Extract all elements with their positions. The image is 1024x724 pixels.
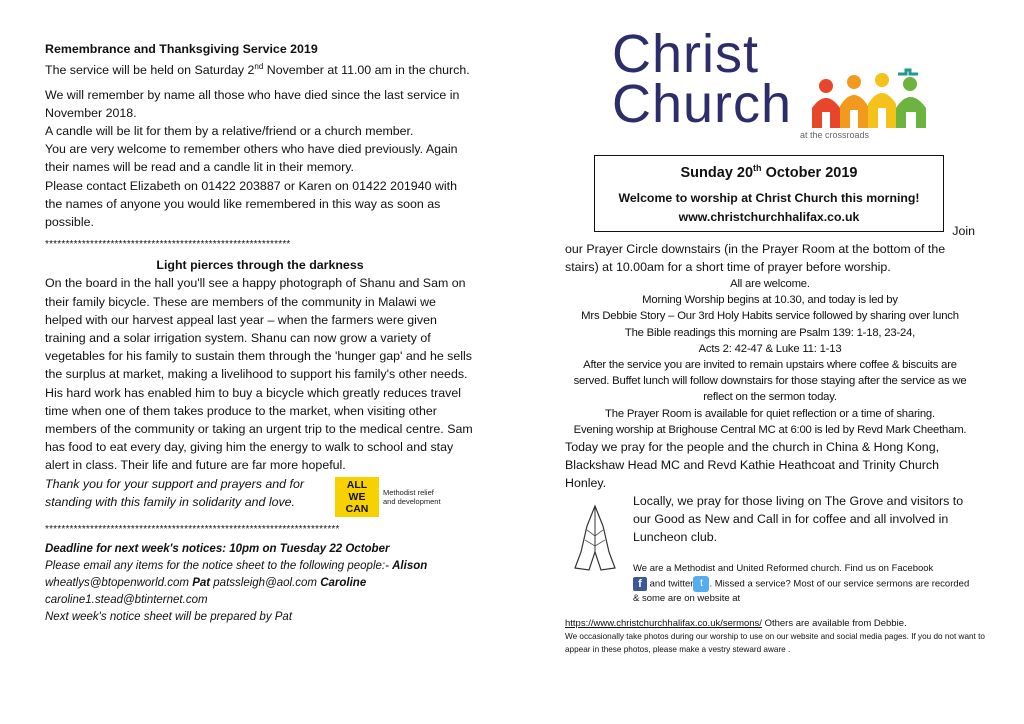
all-we-can-logo bbox=[335, 477, 443, 517]
remembrance-p4: You are very welcome to remember others who have died previously. Again their names will be read and a candle lit in their memory. bbox=[45, 142, 458, 175]
after-service: After the service you are invited to remain upstairs where coffee & biscuits are served. Buffet lunch will follow downstairs for those staying after the service as we reflect on the sermon today. bbox=[573, 359, 967, 404]
missed-service-text: . Missed a service? Most of our service sermons are recorded & some are on website at bbox=[633, 578, 970, 605]
sermons-rest: Others are available from Debbie. bbox=[761, 618, 907, 630]
awc-line3: CAN bbox=[345, 502, 369, 515]
photos-notice: We occasionally take photos during our worship to use on our website and social media pages. If you do not want to appear in these photos, please make a vestry steward aware . bbox=[565, 632, 985, 655]
deadline-next: Next week's notice sheet will be prepared by Pat bbox=[45, 611, 293, 623]
praying-hands-icon bbox=[565, 496, 625, 576]
remembrance-p2: We will remember by name all those who have died since the last service in November 2018. bbox=[45, 87, 460, 120]
join-word: Join bbox=[952, 224, 975, 238]
today-pray: Today we pray for the people and the church in China & Hong Kong, Blackshaw Head MC and Revd Kathie Heathcoat and Trinity Church Honley. bbox=[565, 440, 940, 491]
remembrance-p3: A candle will be lit for them by a relative/friend or a church member. bbox=[45, 123, 414, 138]
locally-text: Locally, we pray for those living on The Grove and visitors to our Good as New and Call in for coffee and all involved in Luncheon club. bbox=[633, 494, 964, 545]
prayer-row bbox=[565, 492, 985, 655]
sermons-info bbox=[565, 617, 985, 656]
divider-stars-2: ************************************************************************ bbox=[45, 524, 340, 535]
logo-christ: Christ bbox=[612, 24, 760, 84]
service-header-box bbox=[594, 155, 944, 232]
led-by: Mrs Debbie Story – Our 3rd Holy Habits service followed by sharing over lunch bbox=[581, 310, 959, 323]
thanks-row bbox=[45, 475, 475, 515]
and-twitter-text: and twitter bbox=[647, 578, 694, 590]
morning-worship: Morning Worship begins at 10.30, and today is led by bbox=[642, 294, 898, 307]
service-date-sup: th bbox=[753, 163, 762, 173]
thanks-text: Thank you for your support and prayers and for standing with this family in solidarity and love. bbox=[45, 476, 304, 509]
remembrance-date-b: November at 11.00 am in the church. bbox=[263, 63, 470, 78]
deadline-email-caroline[interactable]: caroline1.stead@btinternet.com bbox=[45, 594, 208, 606]
remembrance-date-sup: nd bbox=[254, 62, 264, 72]
remembrance-date bbox=[45, 58, 475, 79]
readings-1: The Bible readings this morning are Psalm 139: 1-18, 23-24, bbox=[624, 326, 916, 339]
logo-church: Church bbox=[612, 74, 793, 134]
deadline-email-pat[interactable]: patssleigh@aol.com bbox=[210, 577, 321, 589]
deadline-name-pat: Pat bbox=[192, 577, 211, 589]
website-link[interactable]: www.christchurchhalifax.co.uk bbox=[678, 209, 860, 224]
logo-tagline: at the crossroads bbox=[800, 130, 870, 140]
service-date-a: Sunday 20 bbox=[680, 164, 754, 181]
service-date bbox=[595, 163, 943, 181]
all-welcome: All are welcome. bbox=[730, 278, 810, 290]
remembrance-title: Remembrance and Thanksgiving Service 2019 bbox=[45, 42, 318, 56]
all-we-can-badge bbox=[335, 477, 379, 517]
awc-label: Methodist relief and development bbox=[383, 487, 441, 506]
deadline-title: Deadline for next week's notices: 10pm on Tuesday 22 October bbox=[45, 543, 390, 555]
we-are-text: We are a Methodist and United Reformed church. Find us on Facebook bbox=[633, 563, 934, 575]
twitter-icon[interactable]: t bbox=[693, 576, 709, 592]
awc-line1: ALL bbox=[346, 478, 368, 491]
remembrance-p5: Please contact Elizabeth on 01422 203887 or Karen on 01422 201940 with the names of anyone you would like remembered in this way as soon as possible. bbox=[45, 178, 457, 229]
prayer-room: The Prayer Room is available for quiet reflection or a time of sharing. bbox=[605, 407, 935, 420]
deadline-name-caroline: Caroline bbox=[320, 577, 367, 589]
remembrance-date-a: The service will be held on Saturday 2 bbox=[45, 63, 255, 78]
welcome-line: Welcome to worship at Christ Church this morning! bbox=[618, 190, 920, 205]
deadline-name-alison: Alison bbox=[392, 560, 428, 572]
light-title: Light pierces through the darkness bbox=[156, 258, 364, 273]
right-column bbox=[565, 222, 985, 655]
service-date-b: October 2019 bbox=[761, 164, 858, 181]
people-figures-icon bbox=[808, 68, 933, 128]
light-body: On the board in the hall you'll see a happy photograph of Shanu and Sam on their family bicycle. These are members of the community in Malawi we helped with our harvest appeal last year – when the farmers were given training and a solar irrigation system. Shanu can now grow a variety of vegetables for his family to sustain them through the 'hunger gap' and he sells the surplus at market, making a livelihood to support his family's other needs. His hard work has enabled him to buy a bicycle which greatly reduces travel time when one of them takes produce to the market, when visiting other members of the community or taking an urgent trip to the medical centre. Sam has food to eat every day, giving him the energy to walk to school and stay alert in class. Their life and future are far more hopeful. bbox=[45, 276, 473, 473]
sermons-link[interactable]: https://www.christchurchhalifax.co.uk/sermons/ bbox=[565, 618, 762, 630]
readings-2: Acts 2: 42-47 & Luke 11: 1-13 bbox=[698, 342, 842, 355]
awc-line2: WE bbox=[348, 490, 366, 503]
social-info bbox=[633, 562, 973, 606]
evening-worship: Evening worship at Brighouse Central MC at 6:00 is led by Revd Mark Cheetham. bbox=[573, 423, 967, 436]
deadline-body bbox=[45, 558, 475, 609]
prayer-circle: our Prayer Circle downstairs (in the Prayer Room at the bottom of the stairs) at 10.00am for a short time of prayer before worship. bbox=[565, 242, 946, 274]
deadline-email-alison[interactable]: wheatlys@btopenworld.com bbox=[45, 577, 193, 589]
deadline-section bbox=[45, 541, 475, 626]
left-column bbox=[45, 40, 475, 626]
christ-church-logo bbox=[612, 24, 952, 140]
facebook-icon[interactable]: f bbox=[633, 577, 647, 591]
deadline-intro: Please email any items for the notice sheet to the following people:- bbox=[45, 560, 393, 572]
divider-stars: ************************************************************ bbox=[45, 239, 291, 251]
